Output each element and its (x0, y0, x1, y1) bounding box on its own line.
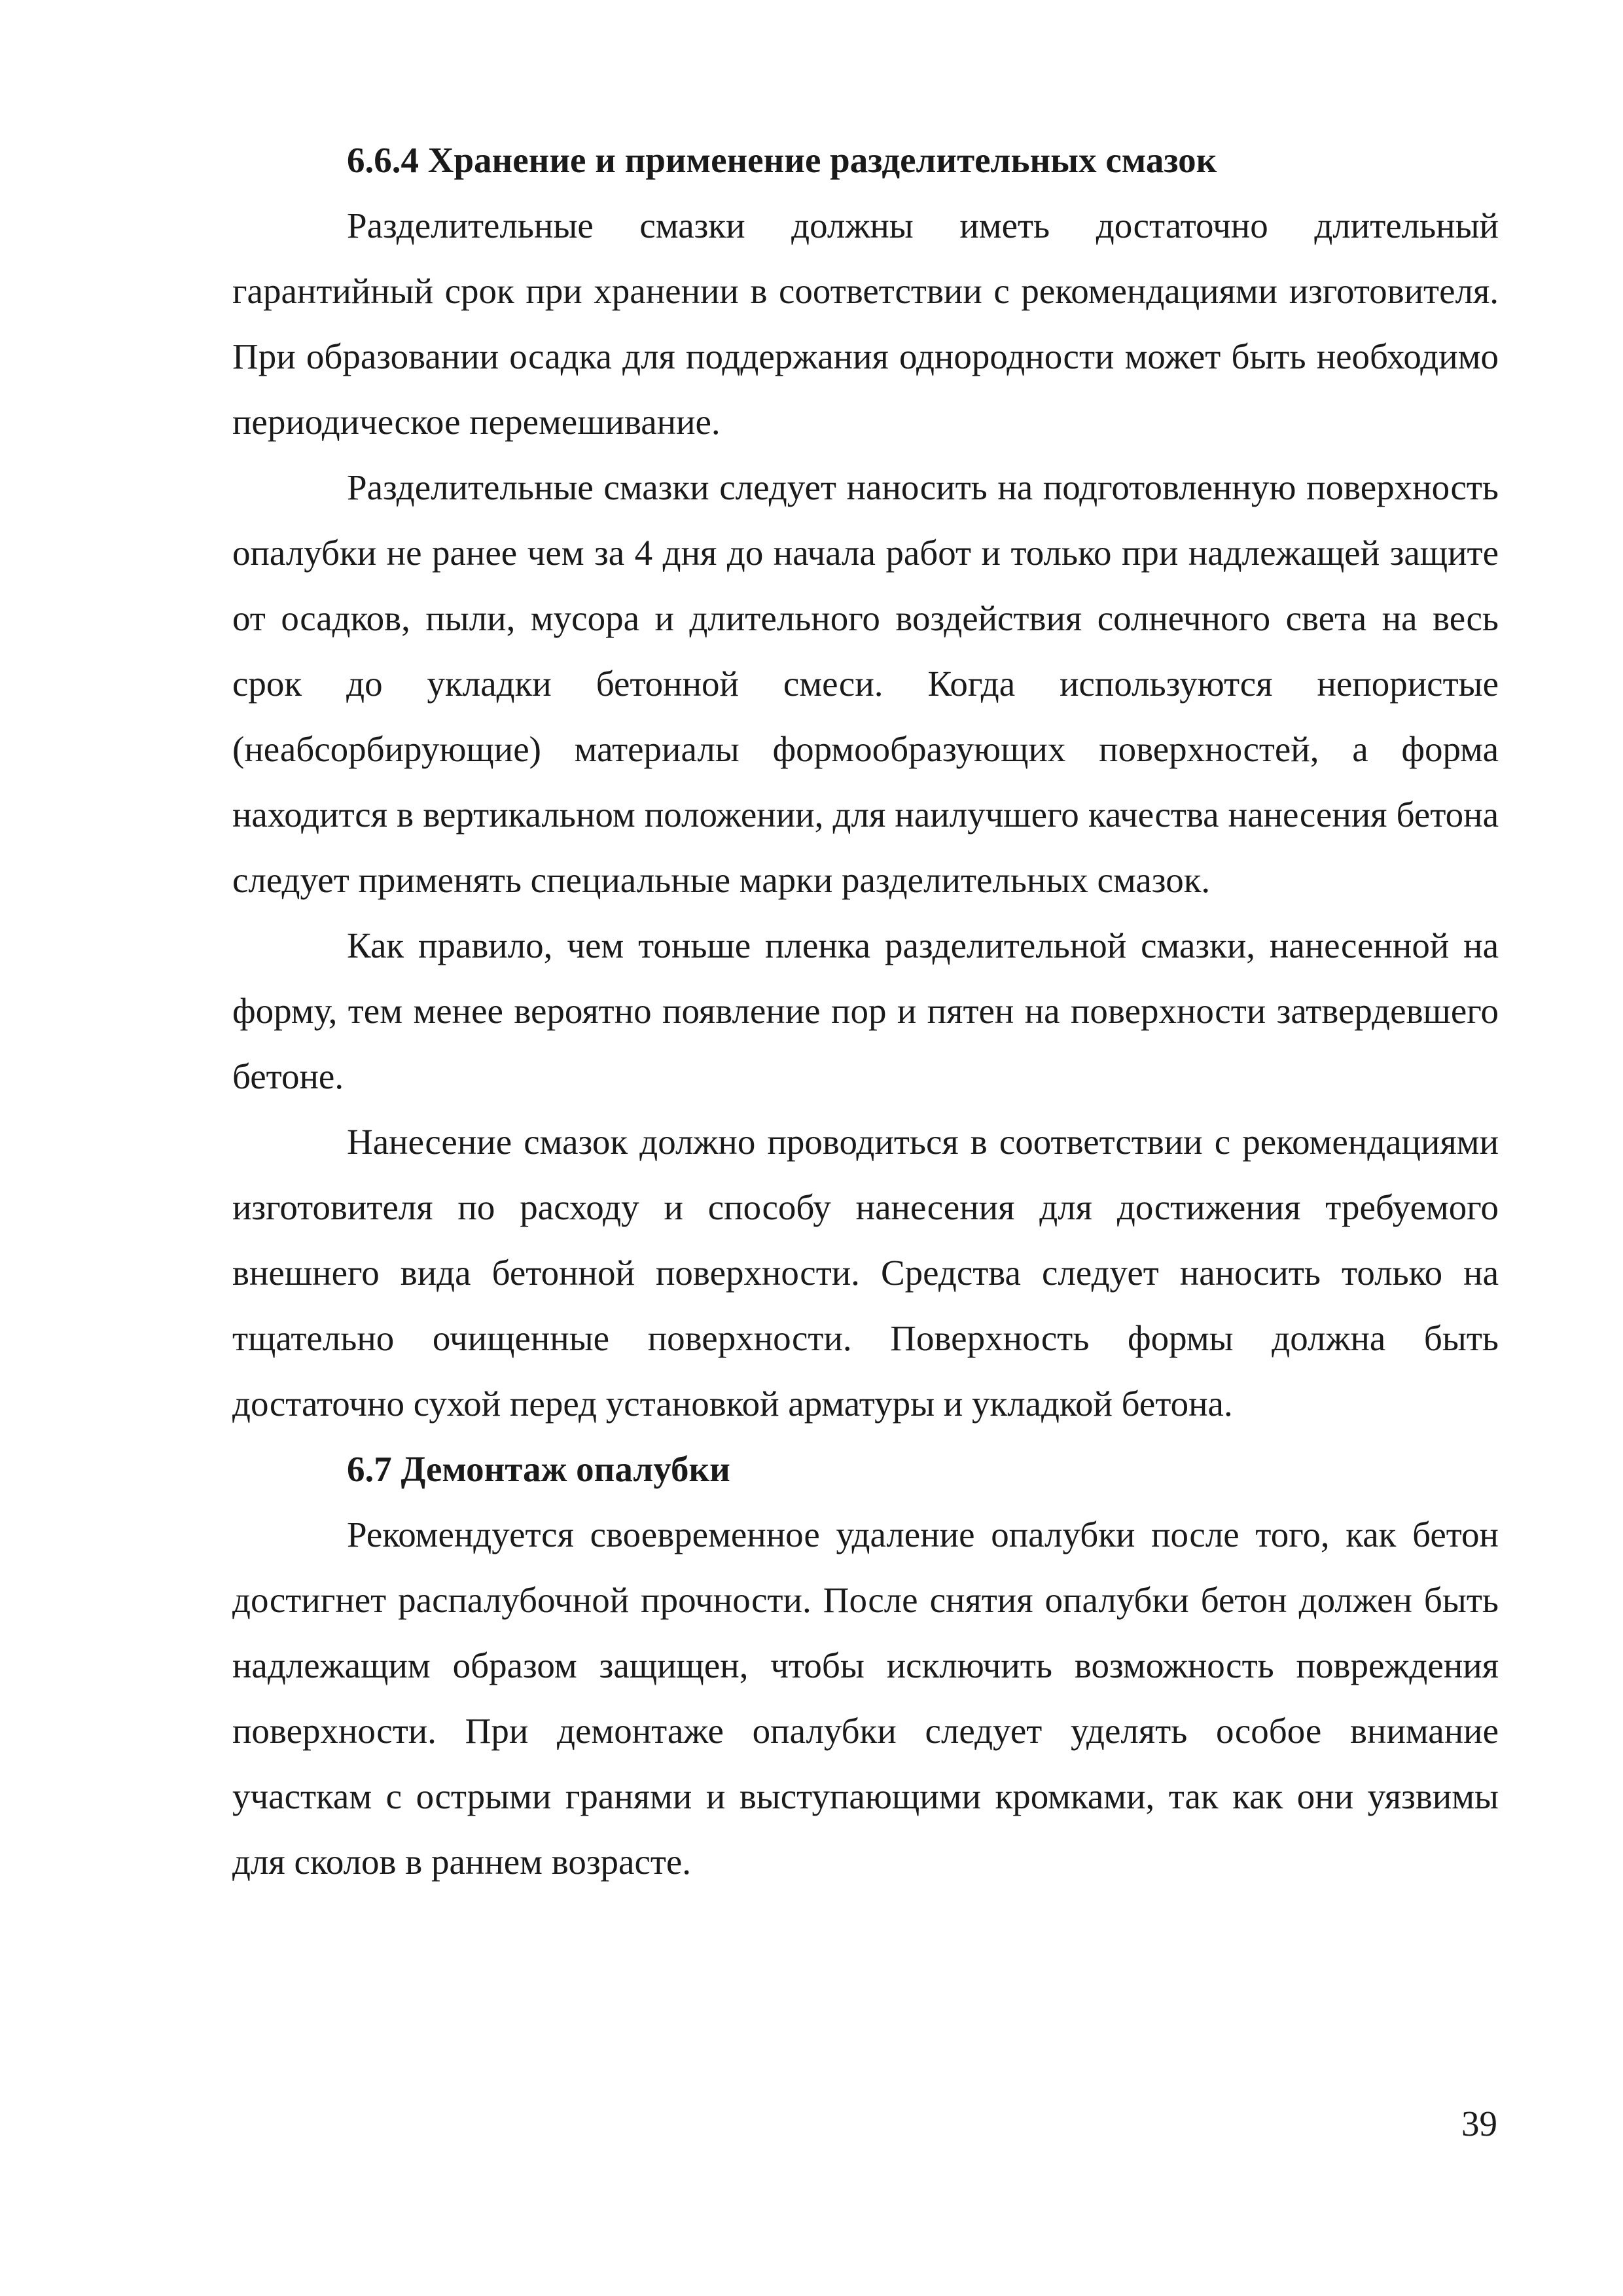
paragraph: Разделительные смазки следует наносить на подготовленную поверхность опалубки не ранее чем за 4 дня до начала работ и только при надлежащей защите от осадков, пыли, мусора и длительного воздействия солнечного света на весь срок до укладки бетонной смеси. Когда используются непористые (неабсорбирующие) материалы формообразующих поверхностей, а форма находится в вертикальном положении, для наилучшего качества нанесения бетона следует применять специальные марки разделительных смазок. (232, 467, 1499, 900)
paragraph: Как правило, чем тоньше пленка разделительной смазки, нанесенной на форму, тем менее вероятно появление пор и пятен на поверхности затвердевшего бетоне. (232, 925, 1499, 1096)
section-heading-formwork-removal: 6.7 Демонтаж опалубки (347, 1449, 730, 1489)
paragraph: Разделительные смазки должны иметь достаточно длительный гарантийный срок при хранении в соответствии с рекомендациями изготовителя. При образовании осадка для поддержания однородности может быть необходимо периодическое перемешивание. (232, 206, 1499, 442)
document-page (232, 128, 1499, 1895)
section-heading-storage-release-agents: 6.6.4 Хранение и применение разделительных смазок (347, 140, 1217, 180)
paragraph: Рекомендуется своевременное удаление опалубки после того, как бетон достигнет распалубочной прочности. После снятия опалубки бетон должен быть надлежащим образом защищен, чтобы исключить возможность повреждения поверхности. При демонтаже опалубки следует уделять особое внимание участкам с острыми гранями и выступающими кромками, так как они уязвимы для сколов в раннем возрасте. (232, 1515, 1499, 1882)
paragraph: Нанесение смазок должно проводиться в соответствии с рекомендациями изготовителя по расходу и способу нанесения для достижения требуемого внешнего вида бетонной поверхности. Средства следует наносить только на тщательно очищенные поверхности. Поверхность формы должна быть достаточно сухой перед установкой арматуры и укладкой бетона. (232, 1122, 1499, 1424)
page-number: 39 (1461, 2104, 1497, 2144)
